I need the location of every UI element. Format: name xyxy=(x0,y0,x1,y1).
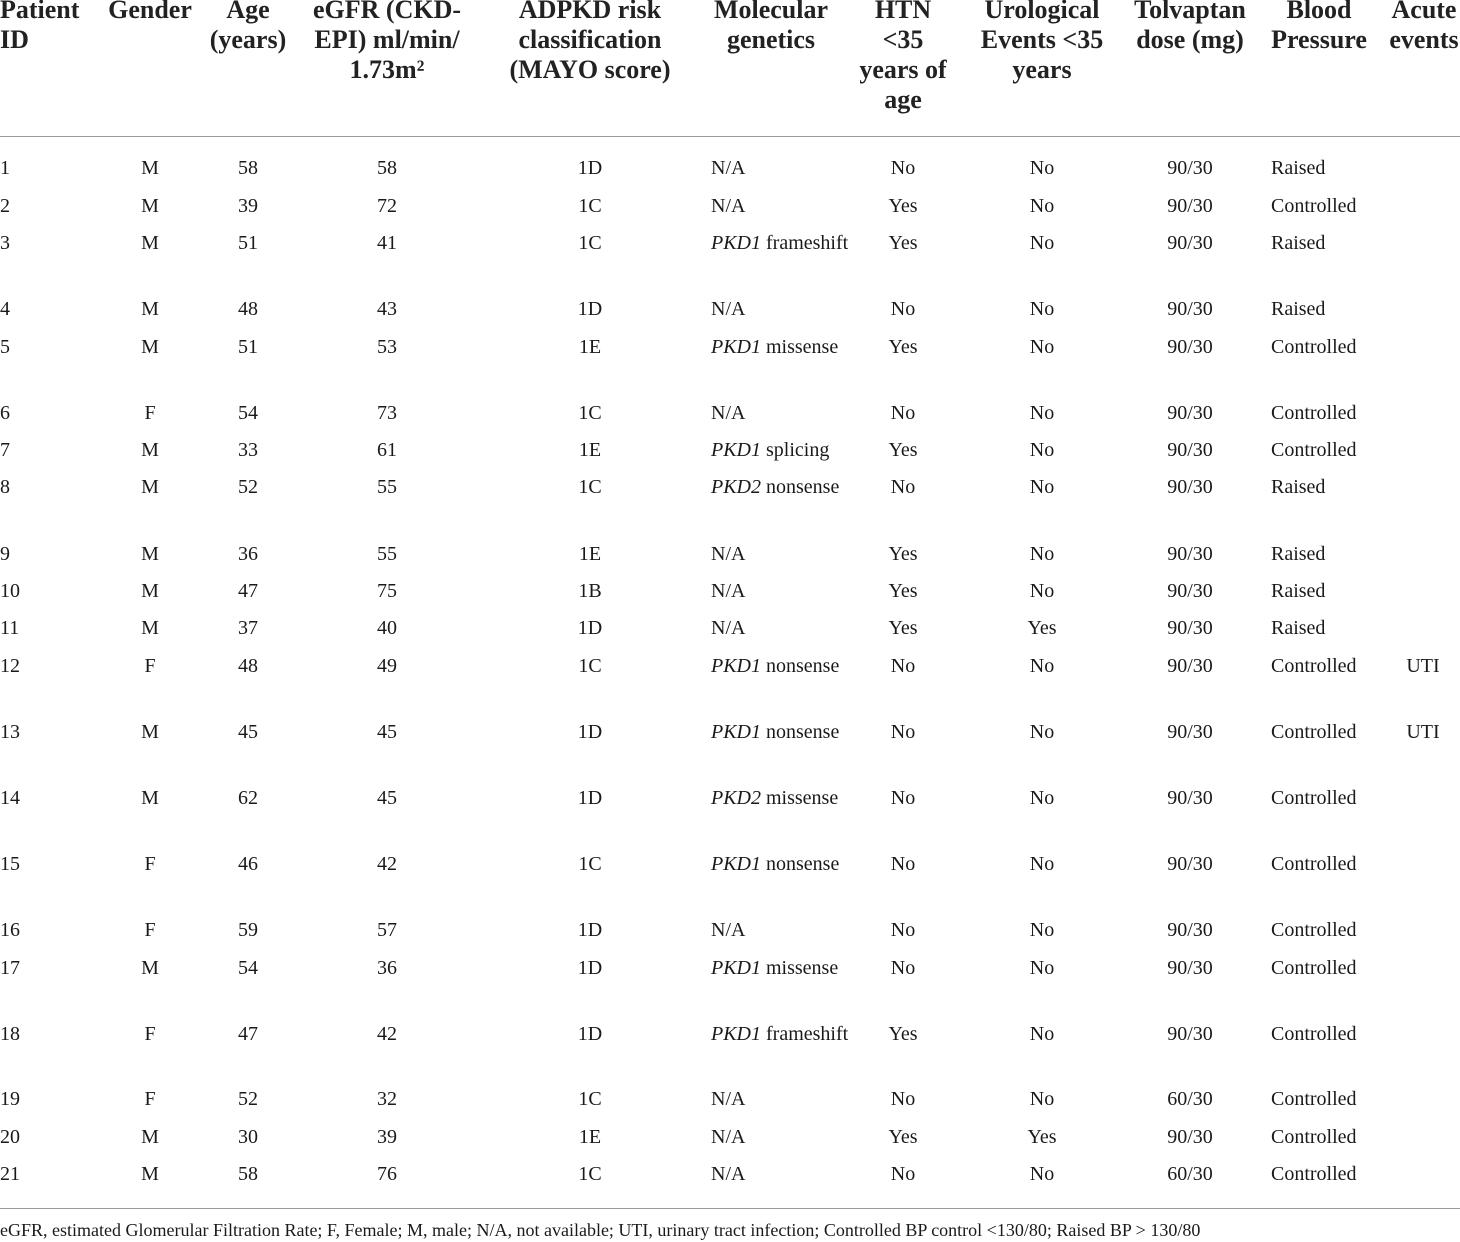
gene-name: PKD1 xyxy=(711,232,761,254)
cell-patient-id: 10 xyxy=(0,580,20,602)
cell-tolvaptan-dose: 90/30 xyxy=(1167,476,1213,498)
cell-molecular-genetics xyxy=(711,295,851,324)
cell-urological-events: No xyxy=(1029,439,1055,461)
table-row xyxy=(0,1020,1460,1086)
cell-age: 58 xyxy=(238,1163,258,1185)
table-row xyxy=(0,229,1460,295)
cell-egfr: 53 xyxy=(377,336,397,358)
cell-tolvaptan-dose: 90/30 xyxy=(1167,853,1213,875)
cell-mayo-score: 1E xyxy=(578,543,602,565)
cell-egfr: 40 xyxy=(377,617,397,639)
cell-blood-pressure: Controlled xyxy=(1271,655,1357,677)
cell-mayo-score: 1C xyxy=(578,232,602,254)
variant-type: nonsense xyxy=(766,476,840,498)
cell-patient-id: 18 xyxy=(0,1023,20,1045)
cell-htn: Yes xyxy=(888,543,918,565)
cell-blood-pressure: Controlled xyxy=(1271,721,1357,743)
cell-htn: No xyxy=(890,402,916,424)
cell-patient-id: 4 xyxy=(0,298,10,320)
variant-type: N/A xyxy=(711,617,746,639)
cell-htn: Yes xyxy=(888,439,918,461)
cell-gender: M xyxy=(141,543,159,565)
gene-name: PKD1 xyxy=(711,655,761,677)
cell-blood-pressure: Controlled xyxy=(1271,787,1357,809)
variant-type: splicing xyxy=(766,439,830,461)
cell-molecular-genetics xyxy=(711,1020,851,1049)
cell-molecular-genetics xyxy=(711,1085,851,1114)
cell-egfr: 36 xyxy=(377,957,397,979)
cell-blood-pressure: Controlled xyxy=(1271,1126,1357,1148)
cell-gender: M xyxy=(141,617,159,639)
cell-tolvaptan-dose: 90/30 xyxy=(1167,157,1213,179)
cell-patient-id: 7 xyxy=(0,439,10,461)
cell-gender: M xyxy=(141,157,159,179)
table-row xyxy=(0,954,1460,1020)
cell-tolvaptan-dose: 90/30 xyxy=(1167,402,1213,424)
variant-type: missense xyxy=(766,957,839,979)
cell-tolvaptan-dose: 90/30 xyxy=(1167,655,1213,677)
cell-age: 48 xyxy=(238,655,258,677)
cell-mayo-score: 1D xyxy=(577,1023,603,1045)
cell-molecular-genetics xyxy=(711,614,851,643)
cell-blood-pressure: Raised xyxy=(1271,543,1326,565)
cell-htn: No xyxy=(890,476,916,498)
cell-mayo-score: 1D xyxy=(577,787,603,809)
cell-htn: No xyxy=(890,957,916,979)
cell-egfr: 55 xyxy=(377,543,397,565)
cell-blood-pressure: Controlled xyxy=(1271,1088,1357,1110)
cell-htn: Yes xyxy=(888,232,918,254)
cell-patient-id: 16 xyxy=(0,919,20,941)
gene-name: PKD2 xyxy=(711,787,761,809)
header-egfr: eGFR (CKD- EPI) ml/min/ 1.73m² xyxy=(312,0,461,84)
cell-blood-pressure: Controlled xyxy=(1271,402,1357,424)
cell-urological-events: Yes xyxy=(1027,617,1057,639)
cell-htn: Yes xyxy=(888,195,918,217)
cell-gender: M xyxy=(141,476,159,498)
cell-acute-events: UTI xyxy=(1406,721,1440,743)
gene-name: PKD1 xyxy=(711,853,761,875)
gene-name: PKD1 xyxy=(711,957,761,979)
cell-urological-events: No xyxy=(1029,195,1055,217)
cell-molecular-genetics xyxy=(711,954,851,983)
cell-htn: No xyxy=(890,919,916,941)
cell-urological-events: No xyxy=(1029,476,1055,498)
cell-htn: No xyxy=(890,1163,916,1185)
variant-type: missense xyxy=(766,336,839,358)
cell-mayo-score: 1C xyxy=(578,195,602,217)
cell-gender: M xyxy=(141,232,159,254)
cell-patient-id: 15 xyxy=(0,853,20,875)
cell-gender: M xyxy=(141,787,159,809)
cell-tolvaptan-dose: 90/30 xyxy=(1167,919,1213,941)
variant-type: N/A xyxy=(711,1163,746,1185)
cell-blood-pressure: Controlled xyxy=(1271,1023,1357,1045)
header-acute-events: Acute events xyxy=(1389,0,1459,54)
cell-htn: No xyxy=(890,655,916,677)
header-urological-events: Urological Events <35 years xyxy=(980,0,1104,84)
cell-htn: Yes xyxy=(888,617,918,639)
cell-tolvaptan-dose: 90/30 xyxy=(1167,1023,1213,1045)
cell-mayo-score: 1C xyxy=(578,853,602,875)
cell-blood-pressure: Raised xyxy=(1271,298,1326,320)
cell-patient-id: 2 xyxy=(0,195,10,217)
variant-type: N/A xyxy=(711,580,746,602)
header-age: Age (years) xyxy=(209,0,287,54)
gene-name: PKD2 xyxy=(711,476,761,498)
table-header xyxy=(0,0,1460,136)
cell-urological-events: No xyxy=(1029,336,1055,358)
cell-gender: M xyxy=(141,1163,159,1185)
cell-patient-id: 21 xyxy=(0,1163,20,1185)
cell-molecular-genetics xyxy=(711,436,851,465)
cell-mayo-score: 1D xyxy=(577,957,603,979)
cell-patient-id: 5 xyxy=(0,336,10,358)
cell-age: 46 xyxy=(238,853,258,875)
cell-mayo-score: 1B xyxy=(578,580,602,602)
cell-blood-pressure: Raised xyxy=(1271,617,1326,639)
cell-gender: F xyxy=(144,919,156,941)
cell-htn: Yes xyxy=(888,1126,918,1148)
cell-egfr: 42 xyxy=(377,853,397,875)
cell-age: 47 xyxy=(238,1023,258,1045)
cell-tolvaptan-dose: 90/30 xyxy=(1167,298,1213,320)
variant-type: N/A xyxy=(711,298,746,320)
cell-urological-events: No xyxy=(1029,853,1055,875)
cell-blood-pressure: Raised xyxy=(1271,476,1326,498)
cell-age: 54 xyxy=(238,957,258,979)
cell-htn: No xyxy=(890,298,916,320)
cell-mayo-score: 1D xyxy=(577,919,603,941)
cell-molecular-genetics xyxy=(711,1160,851,1189)
cell-htn: Yes xyxy=(888,336,918,358)
cell-urological-events: No xyxy=(1029,957,1055,979)
cell-molecular-genetics xyxy=(711,399,851,428)
cell-gender: F xyxy=(144,655,156,677)
cell-tolvaptan-dose: 90/30 xyxy=(1167,721,1213,743)
variant-type: nonsense xyxy=(766,853,840,875)
cell-patient-id: 19 xyxy=(0,1088,20,1110)
header-patient-id: Patient ID xyxy=(0,0,80,54)
cell-urological-events: No xyxy=(1029,157,1055,179)
cell-egfr: 55 xyxy=(377,476,397,498)
cell-tolvaptan-dose: 90/30 xyxy=(1167,1126,1213,1148)
cell-urological-events: No xyxy=(1029,655,1055,677)
table-row xyxy=(0,850,1460,916)
cell-molecular-genetics xyxy=(711,473,851,502)
table-row xyxy=(0,652,1460,718)
cell-molecular-genetics xyxy=(711,850,851,879)
cell-urological-events: No xyxy=(1029,919,1055,941)
cell-egfr: 45 xyxy=(377,721,397,743)
gene-name: PKD1 xyxy=(711,439,761,461)
cell-egfr: 39 xyxy=(377,1126,397,1148)
cell-patient-id: 12 xyxy=(0,655,20,677)
cell-tolvaptan-dose: 90/30 xyxy=(1167,439,1213,461)
cell-htn: No xyxy=(890,787,916,809)
cell-tolvaptan-dose: 90/30 xyxy=(1167,617,1213,639)
cell-blood-pressure: Controlled xyxy=(1271,1163,1357,1185)
cell-tolvaptan-dose: 90/30 xyxy=(1167,336,1213,358)
cell-gender: M xyxy=(141,1126,159,1148)
cell-egfr: 49 xyxy=(377,655,397,677)
cell-age: 37 xyxy=(238,617,258,639)
variant-type: N/A xyxy=(711,1126,746,1148)
cell-egfr: 41 xyxy=(377,232,397,254)
cell-age: 51 xyxy=(238,336,258,358)
variant-type: missense xyxy=(766,787,839,809)
cell-blood-pressure: Controlled xyxy=(1271,853,1357,875)
cell-urological-events: No xyxy=(1029,721,1055,743)
cell-htn: No xyxy=(890,721,916,743)
table-footnote: eGFR, estimated Glomerular Filtration Rate; F, Female; M, male; N/A, not available; UTI, urinary tract infection; Controlled BP control <130/80; Raised BP > 130/80 xyxy=(0,1220,1201,1240)
cell-blood-pressure: Raised xyxy=(1271,580,1326,602)
cell-molecular-genetics xyxy=(711,916,851,945)
cell-age: 59 xyxy=(238,919,258,941)
cell-tolvaptan-dose: 90/30 xyxy=(1167,957,1213,979)
cell-urological-events: No xyxy=(1029,1088,1055,1110)
cell-age: 45 xyxy=(238,721,258,743)
variant-type: frameshift xyxy=(766,232,849,254)
cell-gender: F xyxy=(144,1023,156,1045)
cell-tolvaptan-dose: 90/30 xyxy=(1167,787,1213,809)
cell-urological-events: No xyxy=(1029,298,1055,320)
cell-urological-events: No xyxy=(1029,787,1055,809)
cell-egfr: 45 xyxy=(377,787,397,809)
table-bottom-divider xyxy=(0,1208,1460,1209)
cell-patient-id: 9 xyxy=(0,543,10,565)
cell-molecular-genetics xyxy=(711,652,851,681)
cell-blood-pressure: Raised xyxy=(1271,232,1326,254)
cell-urological-events: No xyxy=(1029,232,1055,254)
variant-type: N/A xyxy=(711,919,746,941)
cell-molecular-genetics xyxy=(711,333,851,362)
cell-blood-pressure: Controlled xyxy=(1271,336,1357,358)
header-htn: HTN <35 years of age xyxy=(859,0,947,114)
cell-gender: F xyxy=(144,402,156,424)
cell-htn: Yes xyxy=(888,580,918,602)
cell-gender: M xyxy=(141,439,159,461)
table-row xyxy=(0,473,1460,539)
cell-urological-events: No xyxy=(1029,543,1055,565)
cell-blood-pressure: Controlled xyxy=(1271,919,1357,941)
cell-age: 36 xyxy=(238,543,258,565)
header-mayo: ADPKD risk classification (MAYO score) xyxy=(509,0,671,84)
cell-htn: No xyxy=(890,853,916,875)
cell-mayo-score: 1D xyxy=(577,721,603,743)
cell-gender: M xyxy=(141,721,159,743)
cell-age: 54 xyxy=(238,402,258,424)
cell-mayo-score: 1C xyxy=(578,402,602,424)
cell-molecular-genetics xyxy=(711,192,851,221)
variant-type: nonsense xyxy=(766,655,840,677)
cell-age: 30 xyxy=(238,1126,258,1148)
cell-gender: F xyxy=(144,1088,156,1110)
variant-type: frameshift xyxy=(766,1023,849,1045)
gene-name: PKD1 xyxy=(711,721,761,743)
cell-gender: M xyxy=(141,298,159,320)
cell-urological-events: No xyxy=(1029,580,1055,602)
header-blood-pressure: Blood Pressure xyxy=(1271,0,1367,54)
table-row xyxy=(0,718,1460,784)
cell-tolvaptan-dose: 90/30 xyxy=(1167,580,1213,602)
cell-egfr: 72 xyxy=(377,195,397,217)
cell-blood-pressure: Controlled xyxy=(1271,957,1357,979)
header-tolvaptan-dose: Tolvaptan dose (mg) xyxy=(1134,0,1246,54)
gene-name: PKD1 xyxy=(711,1023,761,1045)
cell-molecular-genetics xyxy=(711,154,851,183)
cell-mayo-score: 1C xyxy=(578,1163,602,1185)
variant-type: nonsense xyxy=(766,721,840,743)
cell-patient-id: 1 xyxy=(0,157,10,179)
cell-mayo-score: 1D xyxy=(577,298,603,320)
cell-patient-id: 20 xyxy=(0,1126,20,1148)
cell-urological-events: No xyxy=(1029,1163,1055,1185)
cell-mayo-score: 1E xyxy=(578,439,602,461)
cell-molecular-genetics xyxy=(711,540,851,569)
cell-mayo-score: 1E xyxy=(578,336,602,358)
cell-age: 62 xyxy=(238,787,258,809)
cell-patient-id: 13 xyxy=(0,721,20,743)
cell-patient-id: 17 xyxy=(0,957,20,979)
cell-urological-events: No xyxy=(1029,402,1055,424)
header-gender: Gender xyxy=(108,0,192,24)
cell-htn: No xyxy=(890,157,916,179)
cell-egfr: 32 xyxy=(377,1088,397,1110)
cell-age: 48 xyxy=(238,298,258,320)
gene-name: PKD1 xyxy=(711,336,761,358)
cell-urological-events: Yes xyxy=(1027,1126,1057,1148)
table-row xyxy=(0,1160,1460,1226)
cell-molecular-genetics xyxy=(711,229,851,258)
cell-gender: M xyxy=(141,336,159,358)
cell-molecular-genetics xyxy=(711,577,851,606)
cell-egfr: 75 xyxy=(377,580,397,602)
cell-egfr: 73 xyxy=(377,402,397,424)
cell-htn: Yes xyxy=(888,1023,918,1045)
cell-molecular-genetics xyxy=(711,718,851,747)
header-molecular-genetics: Molecular genetics xyxy=(713,0,829,54)
table-row xyxy=(0,784,1460,850)
variant-type: N/A xyxy=(711,402,746,424)
cell-urological-events: No xyxy=(1029,1023,1055,1045)
cell-egfr: 76 xyxy=(377,1163,397,1185)
cell-egfr: 57 xyxy=(377,919,397,941)
cell-gender: M xyxy=(141,957,159,979)
cell-htn: No xyxy=(890,1088,916,1110)
cell-patient-id: 11 xyxy=(0,617,20,639)
cell-gender: F xyxy=(144,853,156,875)
cell-mayo-score: 1D xyxy=(577,157,603,179)
cell-gender: M xyxy=(141,580,159,602)
cell-acute-events: UTI xyxy=(1406,655,1440,677)
cell-tolvaptan-dose: 60/30 xyxy=(1167,1088,1213,1110)
header-divider xyxy=(0,136,1460,137)
cell-egfr: 61 xyxy=(377,439,397,461)
cell-blood-pressure: Controlled xyxy=(1271,439,1357,461)
cell-egfr: 58 xyxy=(377,157,397,179)
variant-type: N/A xyxy=(711,157,746,179)
cell-patient-id: 14 xyxy=(0,787,20,809)
cell-molecular-genetics xyxy=(711,784,851,813)
cell-patient-id: 3 xyxy=(0,232,10,254)
variant-type: N/A xyxy=(711,195,746,217)
cell-mayo-score: 1E xyxy=(578,1126,602,1148)
cell-blood-pressure: Controlled xyxy=(1271,195,1357,217)
variant-type: N/A xyxy=(711,543,746,565)
cell-mayo-score: 1C xyxy=(578,655,602,677)
table-row xyxy=(0,333,1460,399)
cell-patient-id: 6 xyxy=(0,402,10,424)
cell-age: 52 xyxy=(238,476,258,498)
cell-tolvaptan-dose: 90/30 xyxy=(1167,543,1213,565)
cell-patient-id: 8 xyxy=(0,476,10,498)
cell-age: 52 xyxy=(238,1088,258,1110)
cell-mayo-score: 1C xyxy=(578,1088,602,1110)
cell-tolvaptan-dose: 60/30 xyxy=(1167,1163,1213,1185)
cell-blood-pressure: Raised xyxy=(1271,157,1326,179)
cell-gender: M xyxy=(141,195,159,217)
variant-type: N/A xyxy=(711,1088,746,1110)
cell-age: 39 xyxy=(238,195,258,217)
cell-tolvaptan-dose: 90/30 xyxy=(1167,195,1213,217)
cell-age: 33 xyxy=(238,439,258,461)
cell-tolvaptan-dose: 90/30 xyxy=(1167,232,1213,254)
cell-molecular-genetics xyxy=(711,1123,851,1152)
cell-mayo-score: 1C xyxy=(578,476,602,498)
cell-egfr: 43 xyxy=(377,298,397,320)
cell-egfr: 42 xyxy=(377,1023,397,1045)
cell-age: 47 xyxy=(238,580,258,602)
cell-mayo-score: 1D xyxy=(577,617,603,639)
cell-age: 58 xyxy=(238,157,258,179)
cell-age: 51 xyxy=(238,232,258,254)
